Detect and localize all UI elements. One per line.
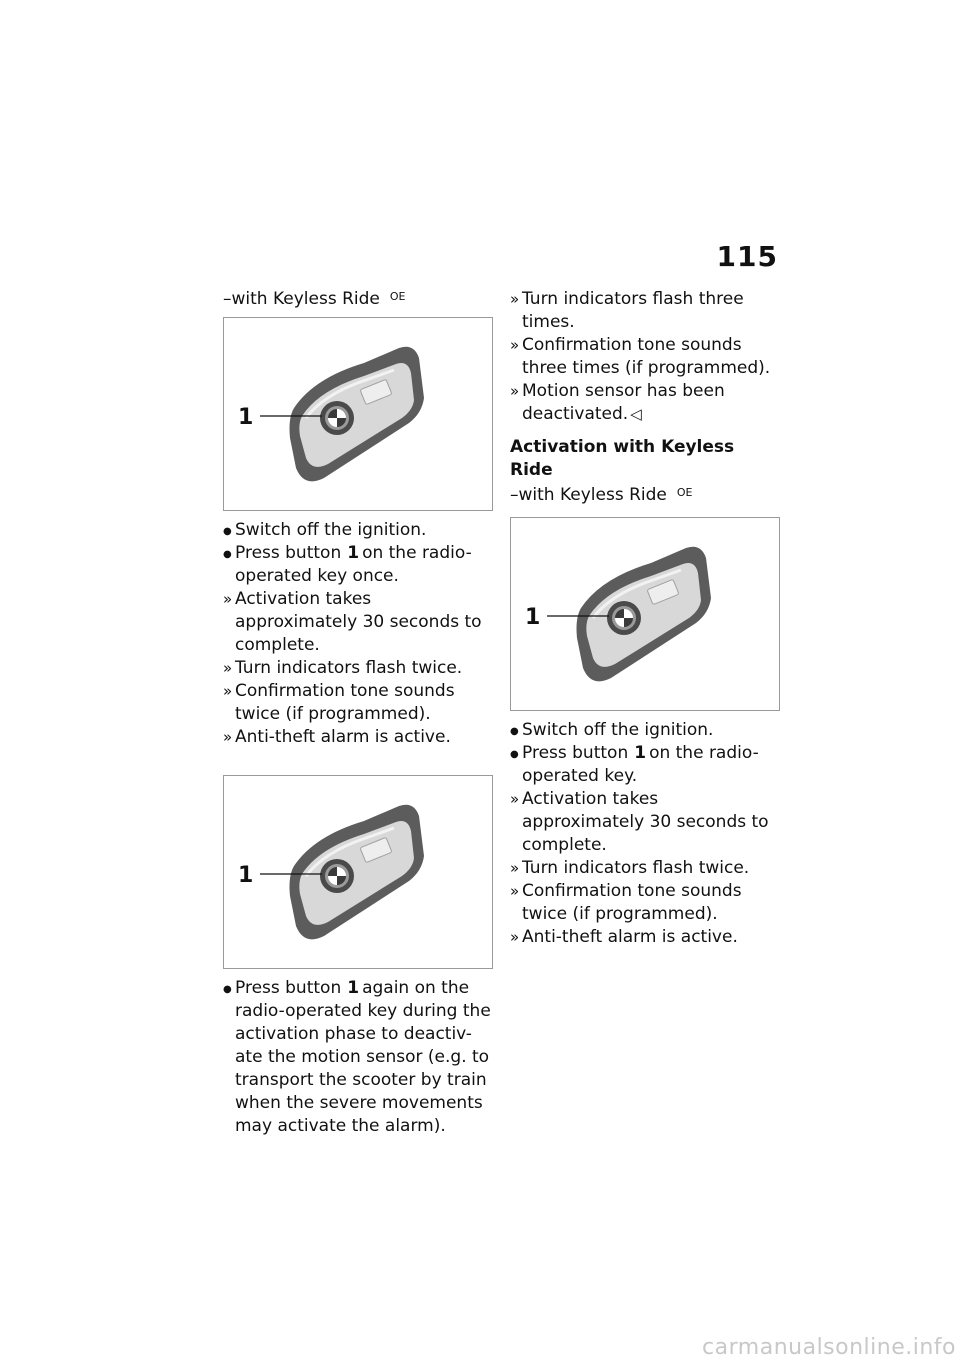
result-step [510,880,782,926]
result-step [223,680,495,726]
result-step [223,657,495,680]
result-step [223,726,495,749]
instruction-list [510,719,782,949]
watermark: carmanualsonline.info [702,1335,956,1360]
step-text: Turn indicators flash twice. [235,658,463,678]
step-text: Motion sensor has been deactivated. [522,381,725,424]
step-text-continued: on the radio-operated key. [522,743,759,786]
section-heading: Activation with Keyless Ride [510,437,735,480]
step-text: Press button [235,978,342,998]
callout-number: 1 [525,605,541,630]
step-text: Press button [235,543,342,563]
step-text: Confirmation tone sounds twice (if programmed). [522,881,742,924]
result-marker [223,726,235,750]
end-of-section-icon: ◁ [630,405,642,423]
instruction-step [223,977,495,1138]
step-text: Anti-theft alarm is active. [522,927,738,947]
result-step [510,926,782,949]
button-reference: 1 [347,543,360,563]
left-column [223,288,495,1138]
result-marker [223,588,235,612]
result-list [510,288,782,426]
callout-number: 1 [238,863,254,888]
bullet-marker [223,519,235,543]
step-text-continued: again on the radio-operated key during the activation phase to deactiv-ate the motion sensor (e.g. to transport the scooter by train when the severe movements may activate the alarm). [235,978,491,1136]
key-figure [510,517,780,711]
step-text: Turn indicators flash twice. [522,858,750,878]
page-number: 115 [716,240,778,273]
instruction-list [223,977,495,1138]
radio-key-illustration [224,318,492,510]
step-text-continued: on the radio-operated key once. [235,543,472,586]
right-column [510,288,782,949]
callout-number: 1 [238,405,254,430]
result-marker [510,788,522,812]
step-text: Switch off the ignition. [522,720,714,740]
result-step [223,588,495,657]
instruction-step [223,542,495,588]
equipment-condition [223,288,495,311]
key-figure [223,775,493,969]
condition-text: –with Keyless Ride [223,289,380,309]
result-marker [510,380,522,404]
instruction-step [223,519,495,542]
instruction-list [223,519,495,749]
result-marker [223,657,235,681]
step-text: Turn indicators flash three times. [522,289,744,332]
instruction-step [510,742,782,788]
equipment-condition [510,484,782,507]
result-marker [510,334,522,358]
bullet-marker [223,977,235,1001]
optional-equipment-tag: OE [389,290,406,303]
condition-text: –with Keyless Ride [510,485,667,505]
step-text: Confirmation tone sounds twice (if programmed). [235,681,455,724]
result-marker [510,288,522,312]
bullet-marker [510,719,522,743]
step-text: Confirmation tone sounds three times (if programmed). [522,335,771,378]
step-text: Switch off the ignition. [235,520,427,540]
result-marker [223,680,235,704]
button-reference: 1 [347,978,360,998]
step-text: Anti-theft alarm is active. [235,727,451,747]
button-reference: 1 [634,743,647,763]
step-text: Press button [522,743,629,763]
result-step [510,788,782,857]
instruction-step [510,719,782,742]
step-text: Activation takes approximately 30 seconds to complete. [235,589,482,655]
result-marker [510,880,522,904]
result-step [510,288,782,334]
radio-key-illustration [224,776,492,968]
optional-equipment-tag: OE [676,486,693,499]
result-step [510,380,782,426]
result-marker [510,857,522,881]
result-step [510,334,782,380]
key-figure [223,317,493,511]
bullet-marker [510,742,522,766]
bullet-marker [223,542,235,566]
result-marker [510,926,522,950]
result-step [510,857,782,880]
radio-key-illustration [511,518,779,710]
step-text: Activation takes approximately 30 seconds to complete. [522,789,769,855]
